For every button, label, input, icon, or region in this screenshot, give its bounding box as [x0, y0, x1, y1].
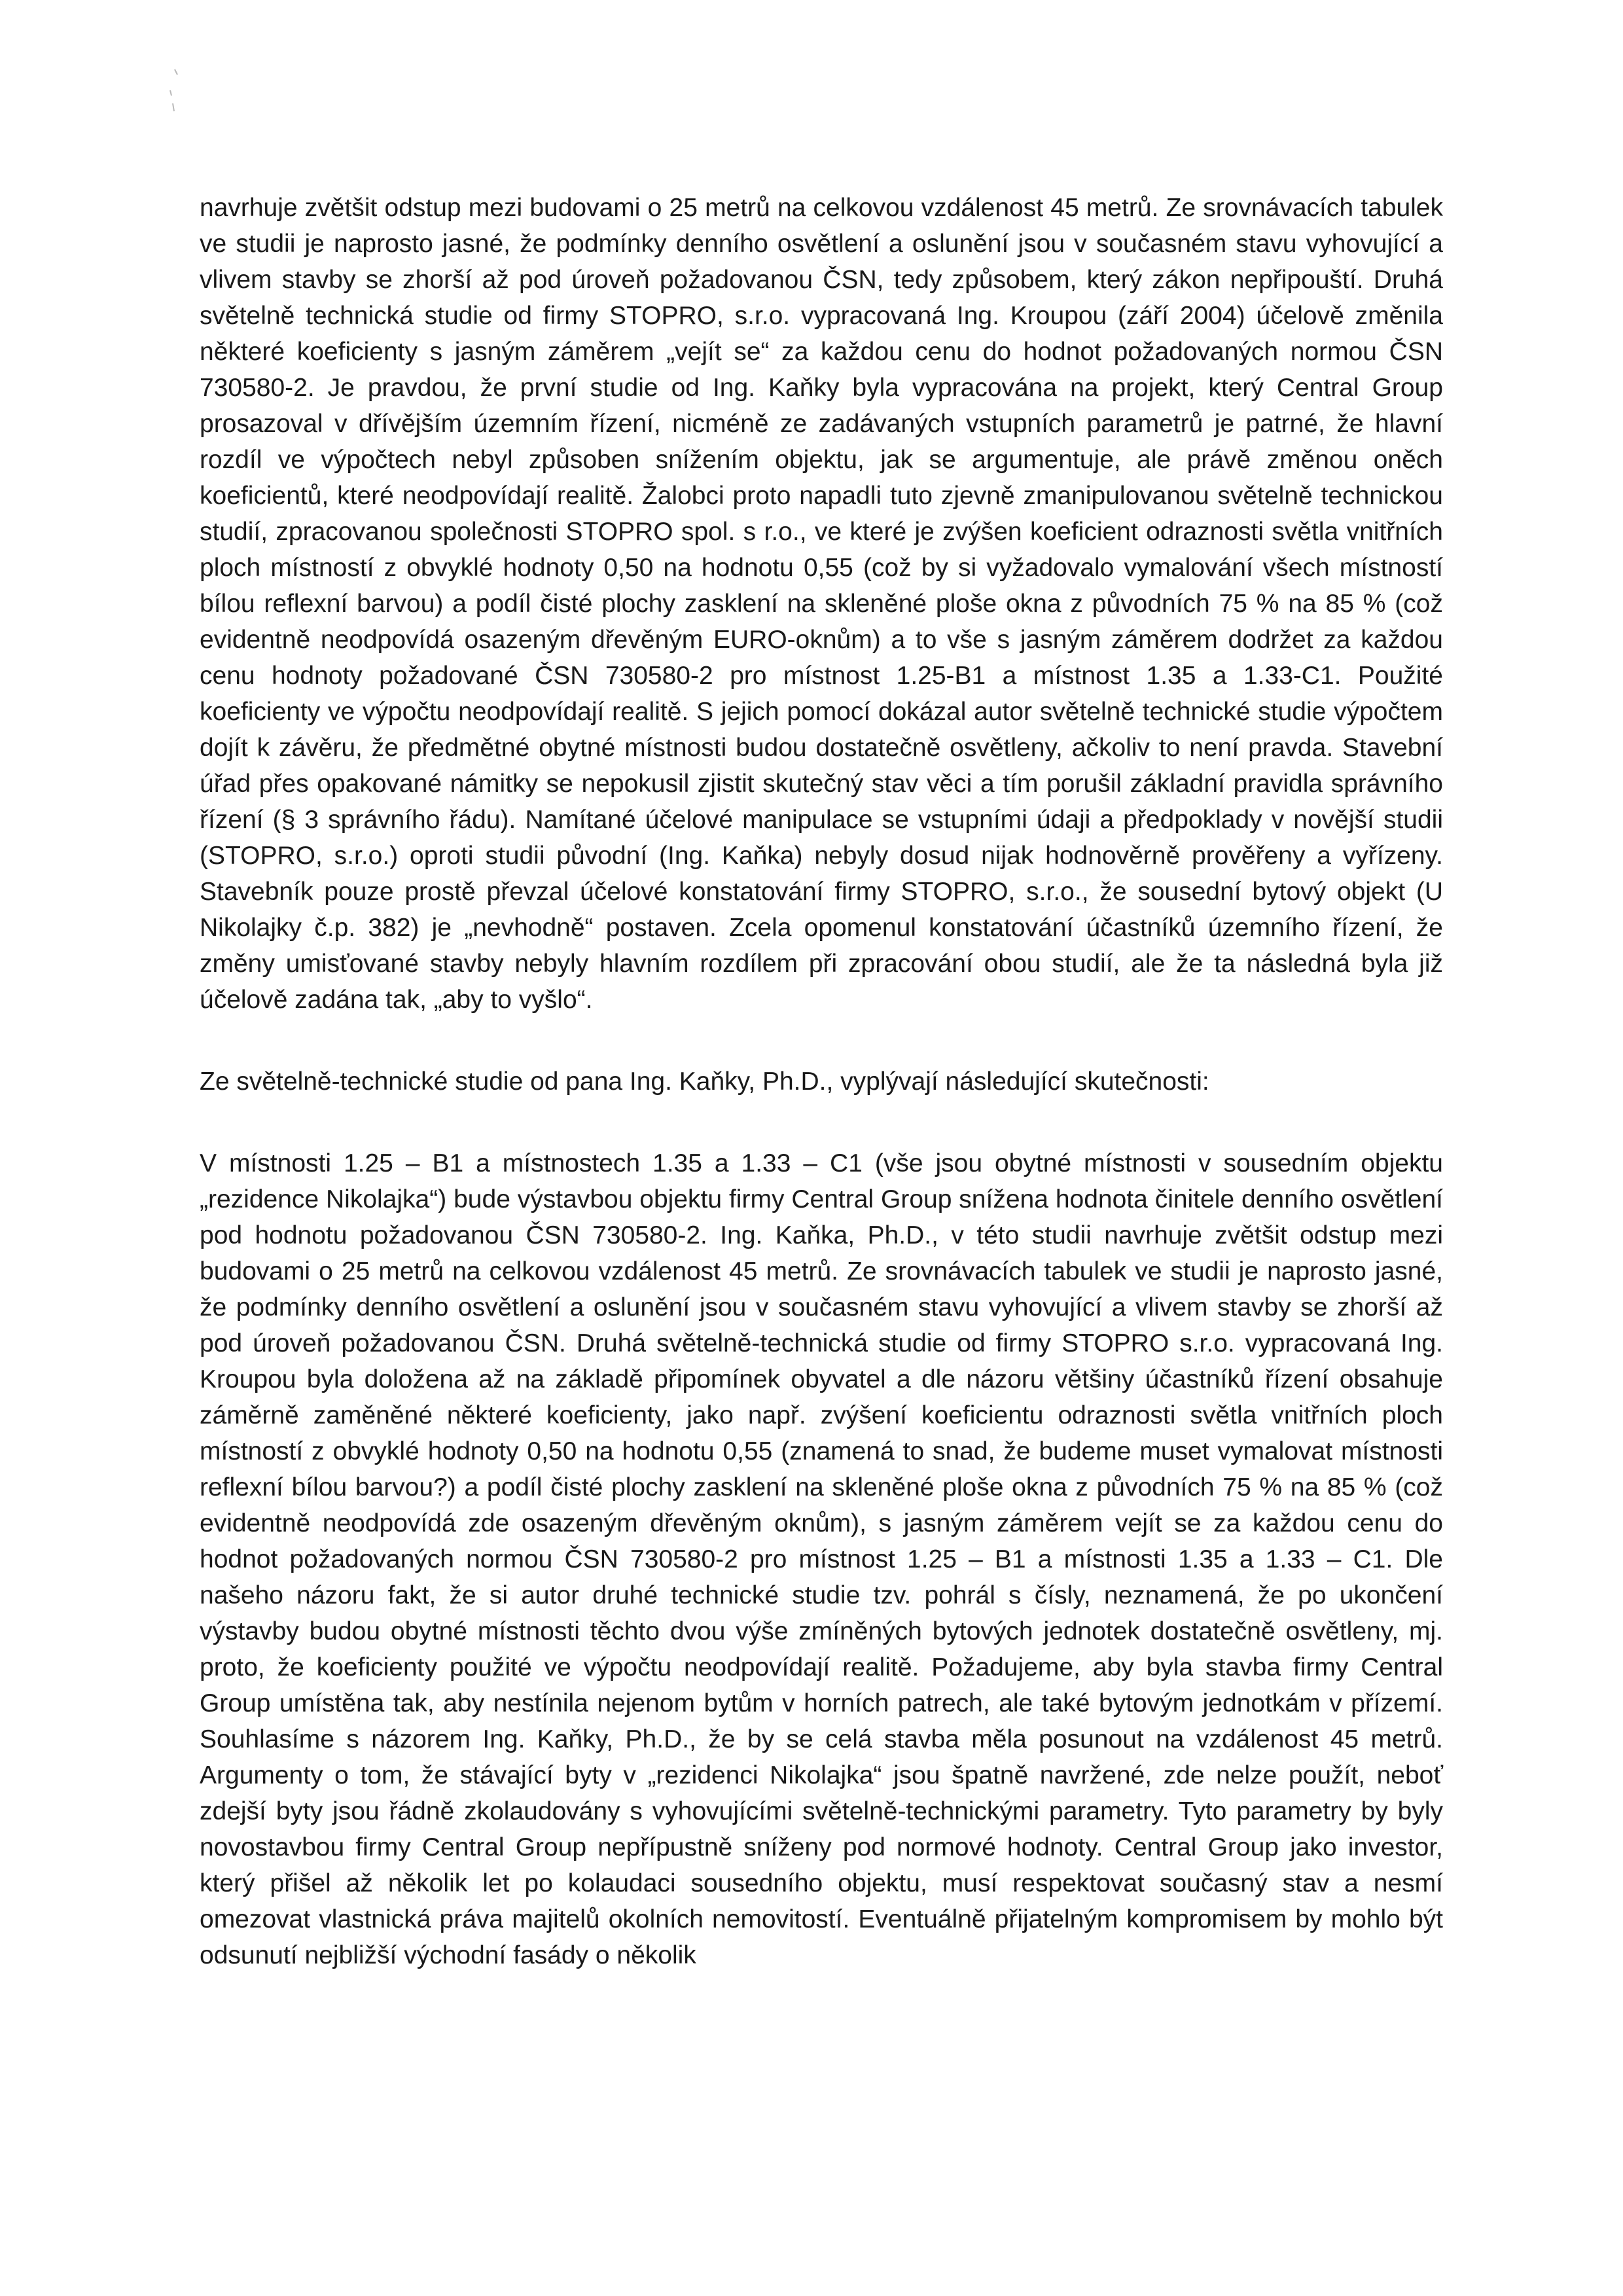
scan-speck: [167, 65, 193, 118]
paragraph-light-study-criticism: navrhuje zvětšit odstup mezi budovami o 25 metrů na celkovou vzdálenost 45 metrů. Ze srovnávacích tabulek ve studii je naprosto jasné, že podmínky denního osvětlení a oslunění jsou v současném stavu vyhovující a vlivem stavby se zhorší až pod úroveň požadovanou ČSN, tedy způsobem, který zákon nepřipouští. Druhá světelně technická studie od firmy STOPRO, s.r.o. vypracovaná Ing. Kroupou (září 2004) účelově změnila některé koeficienty s jasným záměrem „vejít se“ za každou cenu do hodnot požadovaných normou ČSN 730580-2. Je pravdou, že první studie od Ing. Kaňky byla vypracována na projekt, který Central Group prosazoval v dřívějším územním řízení, nicméně ze zadávaných vstupních parametrů je patrné, že hlavní rozdíl ve výpočtech nebyl způsoben snížením objektu, jak se argumentuje, ale právě změnou oněch koeficientů, které neodpovídají realitě. Žalobci proto napadli tuto zjevně zmanipulovanou světelně technickou studií, zpracovanou společnosti STOPRO spol. s r.o., ve které je zvýšen koeficient odraznosti světla vnitřních ploch místností z obvyklé hodnoty 0,50 na hodnotu 0,55 (což by si vyžadovalo vymalování všech místností bílou reflexní barvou) a podíl čisté plochy zasklení na skleněné ploše okna z původních 75 % na 85 % (což evidentně neodpovídá osazeným dřevěným EURO-oknům) a to vše s jasným záměrem dodržet za každou cenu hodnoty požadované ČSN 730580-2 pro místnost 1.25-B1 a místnost 1.35 a 1.33-C1. Použité koeficienty ve výpočtu neodpovídají realitě. S jejich pomocí dokázal autor světelně technické studie výpočtem dojít k závěru, že předmětné obytné místnosti budou dostatečně osvětleny, ačkoliv to není pravda. Stavební úřad přes opakované námitky se nepokusil zjistit skutečný stav věci a tím porušil základní pravidla správního řízení (§ 3 správního řádu). Namítané účelové manipulace se vstupními údaji a předpoklady v novější studii (STOPRO, s.r.o.) oproti studii původní (Ing. Kaňka) nebyly dosud nijak hodnověrně prověřeny a vyřízeny. Stavebník pouze prostě převzal účelové konstatování firmy STOPRO, s.r.o., že sousední bytový objekt (U Nikolajky č.p. 382) je „nevhodně“ postaven. Zcela opomenul konstatování účastníků územního řízení, že změny umisťované stavby nebyly hlavním rozdílem při zpracování obou studií, ale že ta následná byla již účelově zadána tak, „aby to vyšlo“.: [200, 194, 1443, 1014]
paragraph-study-findings-intro: Ze světelně-technické studie od pana Ing. Kaňky, Ph.D., vyplývají následující skutečnosti:: [200, 1067, 1209, 1096]
paragraph-study-findings: V místnosti 1.25 – B1 a místnostech 1.35 a 1.33 – C1 (vše jsou obytné místnosti v sousedním objektu „rezidence Nikolajka“) bude výstavbou objektu firmy Central Group snížena hodnota činitele denního osvětlení pod hodnotu požadovanou ČSN 730580-2. Ing. Kaňka, Ph.D., v této studii navrhuje zvětšit odstup mezi budovami o 25 metrů na celkovou vzdálenost 45 metrů. Ze srovnávacích tabulek ve studii je naprosto jasné, že podmínky denního osvětlení a oslunění jsou v současném stavu vyhovující a vlivem stavby se zhorší až pod úroveň požadovanou ČSN. Druhá světelně-technická studie od firmy STOPRO s.r.o. vypracovaná Ing. Kroupou byla doložena až na základě připomínek obyvatel a dle názoru většiny účastníků řízení obsahuje záměrně zaměněné některé koeficienty, jako např. zvýšení koeficientu odraznosti světla vnitřních ploch místností z obvyklé hodnoty 0,50 na hodnotu 0,55 (znamená to snad, že budeme muset vymalovat místnosti reflexní bílou barvou?) a podíl čisté plochy zasklení na skleněné ploše okna z původních 75 % na 85 % (což evidentně neodpovídá zde osazeným dřevěným oknům), s jasným záměrem vejít se za každou cenu do hodnot požadovaných normou ČSN 730580-2 pro místnost 1.25 – B1 a místnosti 1.35 a 1.33 – C1. Dle našeho názoru fakt, že si autor druhé technické studie tzv. pohrál s čísly, neznamená, že po ukončení výstavby budou obytné místnosti těchto dvou výše zmíněných bytových jednotek dostatečně osvětleny, mj. proto, že koeficienty použité ve výpočtu neodpovídají realitě. Požadujeme, aby byla stavba firmy Central Group umístěna tak, aby nestínila nejenom bytům v horních patrech, ale také bytovým jednotkám v přízemí. Souhlasíme s názorem Ing. Kaňky, Ph.D., že by se celá stavba měla posunout na vzdálenost 45 metrů. Argumenty o tom, že stávající byty v „rezidenci Nikolajka“ jsou špatně navržené, zde nelze použít, neboť zdejší byty jsou řádně zkolaudovány s vyhovujícími světelně-technickými parametry. Tyto parametry by byly novostavbou firmy Central Group nepřípustně sníženy pod normové hodnoty. Central Group jako investor, který přišel až několik let po kolaudaci sousedního objektu, musí respektovat současný stav a nesmí omezovat vlastnická práva majitelů okolních nemovitostí. Eventuálně přijatelným kompromisem by mohlo být odsunutí nejbližší východní fasády o několik: [200, 1149, 1443, 1969]
document-body: [200, 190, 1443, 1973]
